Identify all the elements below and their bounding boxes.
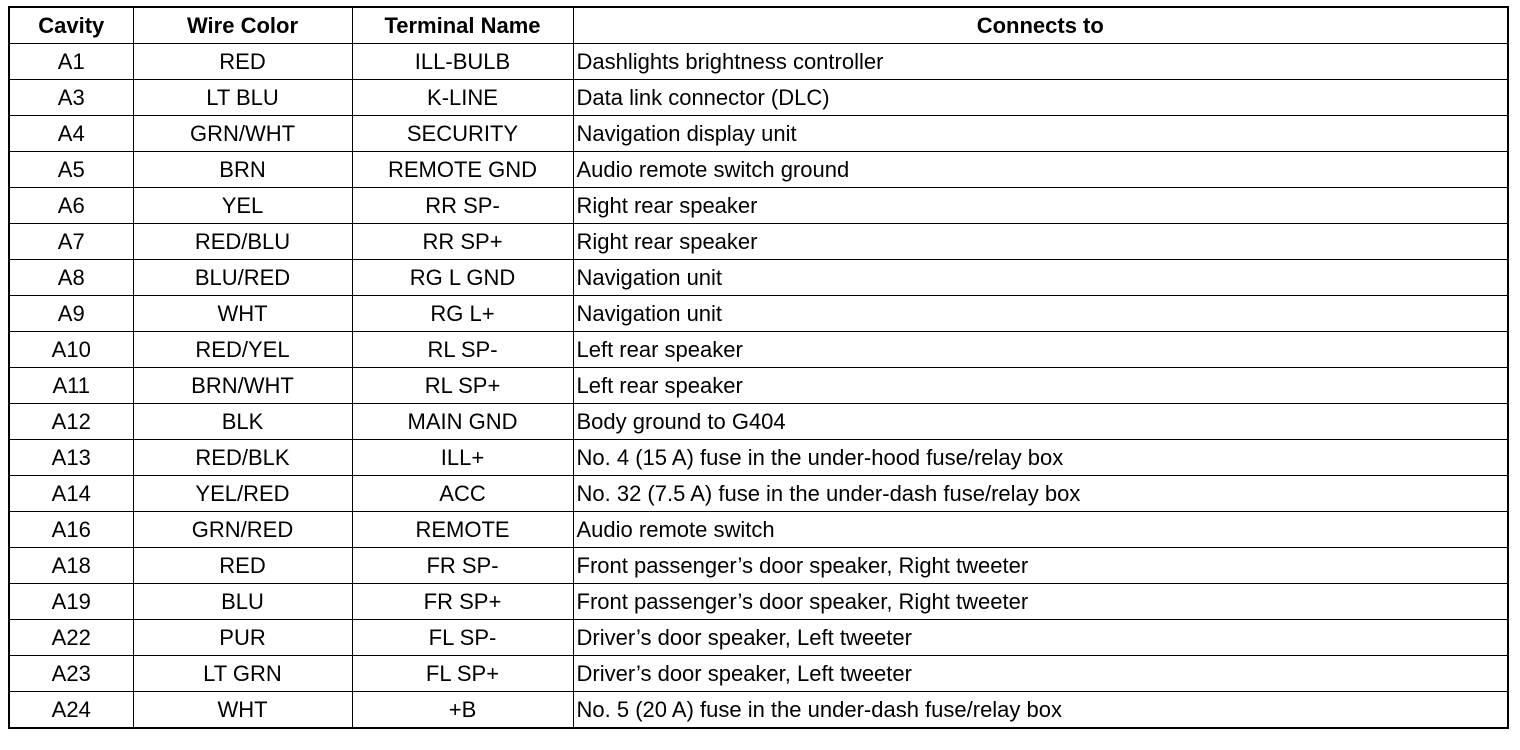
cell-connects-to: No. 5 (20 A) fuse in the under-dash fuse/relay box: [573, 692, 1508, 729]
cell-cavity: A16: [9, 512, 133, 548]
table-row: [9, 584, 1508, 620]
cell-connects-to: Right rear speaker: [573, 188, 1508, 224]
cell-connects-to: Navigation display unit: [573, 116, 1508, 152]
table-row: [9, 548, 1508, 584]
table-row: [9, 368, 1508, 404]
cell-terminal-name: REMOTE GND: [352, 152, 573, 188]
table-row: [9, 116, 1508, 152]
cell-wire-color: WHT: [133, 692, 352, 729]
cell-connects-to: Body ground to G404: [573, 404, 1508, 440]
table-row: [9, 620, 1508, 656]
cell-wire-color: BLU: [133, 584, 352, 620]
cell-connects-to: Front passenger’s door speaker, Right tweeter: [573, 548, 1508, 584]
header-terminal-name: Terminal Name: [352, 7, 573, 44]
table-row: [9, 224, 1508, 260]
cell-terminal-name: FR SP-: [352, 548, 573, 584]
cell-wire-color: BRN: [133, 152, 352, 188]
table-row: [9, 404, 1508, 440]
cell-cavity: A6: [9, 188, 133, 224]
cell-connects-to: Left rear speaker: [573, 368, 1508, 404]
table-row: [9, 332, 1508, 368]
table-row: [9, 476, 1508, 512]
cell-cavity: A1: [9, 44, 133, 80]
cell-cavity: A23: [9, 656, 133, 692]
cell-cavity: A3: [9, 80, 133, 116]
cell-cavity: A13: [9, 440, 133, 476]
cell-connects-to: Right rear speaker: [573, 224, 1508, 260]
header-connects-to: Connects to: [573, 7, 1508, 44]
cell-wire-color: RED: [133, 44, 352, 80]
cell-wire-color: BRN/WHT: [133, 368, 352, 404]
cell-cavity: A22: [9, 620, 133, 656]
cell-wire-color: PUR: [133, 620, 352, 656]
cell-wire-color: RED: [133, 548, 352, 584]
cell-cavity: A4: [9, 116, 133, 152]
cell-connects-to: Dashlights brightness controller: [573, 44, 1508, 80]
cell-wire-color: GRN/RED: [133, 512, 352, 548]
table-row: [9, 296, 1508, 332]
cell-cavity: A14: [9, 476, 133, 512]
table-row: [9, 188, 1508, 224]
cell-terminal-name: RL SP-: [352, 332, 573, 368]
cell-connects-to: No. 32 (7.5 A) fuse in the under-dash fuse/relay box: [573, 476, 1508, 512]
cell-cavity: A7: [9, 224, 133, 260]
cell-terminal-name: FR SP+: [352, 584, 573, 620]
cell-cavity: A9: [9, 296, 133, 332]
cell-cavity: A24: [9, 692, 133, 729]
connector-pinout-table: [8, 6, 1509, 729]
table-row: [9, 512, 1508, 548]
cell-connects-to: Left rear speaker: [573, 332, 1508, 368]
cell-wire-color: BLK: [133, 404, 352, 440]
cell-terminal-name: REMOTE: [352, 512, 573, 548]
table-row: [9, 440, 1508, 476]
cell-wire-color: RED/YEL: [133, 332, 352, 368]
table-row: [9, 656, 1508, 692]
cell-terminal-name: RR SP-: [352, 188, 573, 224]
cell-cavity: A18: [9, 548, 133, 584]
cell-connects-to: Audio remote switch ground: [573, 152, 1508, 188]
cell-cavity: A19: [9, 584, 133, 620]
header-cavity: Cavity: [9, 7, 133, 44]
cell-cavity: A12: [9, 404, 133, 440]
cell-wire-color: WHT: [133, 296, 352, 332]
cell-terminal-name: ILL+: [352, 440, 573, 476]
table-row: [9, 44, 1508, 80]
cell-terminal-name: +B: [352, 692, 573, 729]
cell-wire-color: YEL/RED: [133, 476, 352, 512]
cell-terminal-name: FL SP-: [352, 620, 573, 656]
table-row: [9, 692, 1508, 729]
table-row: [9, 260, 1508, 296]
cell-wire-color: BLU/RED: [133, 260, 352, 296]
table-body: [9, 44, 1508, 729]
table-row: [9, 152, 1508, 188]
cell-connects-to: Navigation unit: [573, 260, 1508, 296]
cell-terminal-name: RG L GND: [352, 260, 573, 296]
cell-wire-color: LT BLU: [133, 80, 352, 116]
cell-terminal-name: MAIN GND: [352, 404, 573, 440]
cell-connects-to: Audio remote switch: [573, 512, 1508, 548]
cell-terminal-name: RR SP+: [352, 224, 573, 260]
header-wire-color: Wire Color: [133, 7, 352, 44]
cell-cavity: A5: [9, 152, 133, 188]
table-header-row: [9, 7, 1508, 44]
cell-wire-color: LT GRN: [133, 656, 352, 692]
cell-terminal-name: ACC: [352, 476, 573, 512]
cell-terminal-name: SECURITY: [352, 116, 573, 152]
cell-wire-color: RED/BLU: [133, 224, 352, 260]
cell-terminal-name: ILL-BULB: [352, 44, 573, 80]
cell-connects-to: Front passenger’s door speaker, Right tweeter: [573, 584, 1508, 620]
cell-wire-color: GRN/WHT: [133, 116, 352, 152]
cell-connects-to: Navigation unit: [573, 296, 1508, 332]
cell-cavity: A8: [9, 260, 133, 296]
cell-terminal-name: K-LINE: [352, 80, 573, 116]
cell-connects-to: Driver’s door speaker, Left tweeter: [573, 620, 1508, 656]
cell-connects-to: Driver’s door speaker, Left tweeter: [573, 656, 1508, 692]
cell-cavity: A10: [9, 332, 133, 368]
cell-terminal-name: FL SP+: [352, 656, 573, 692]
cell-wire-color: YEL: [133, 188, 352, 224]
cell-connects-to: Data link connector (DLC): [573, 80, 1508, 116]
table-row: [9, 80, 1508, 116]
cell-terminal-name: RL SP+: [352, 368, 573, 404]
cell-wire-color: RED/BLK: [133, 440, 352, 476]
cell-connects-to: No. 4 (15 A) fuse in the under-hood fuse/relay box: [573, 440, 1508, 476]
cell-terminal-name: RG L+: [352, 296, 573, 332]
cell-cavity: A11: [9, 368, 133, 404]
